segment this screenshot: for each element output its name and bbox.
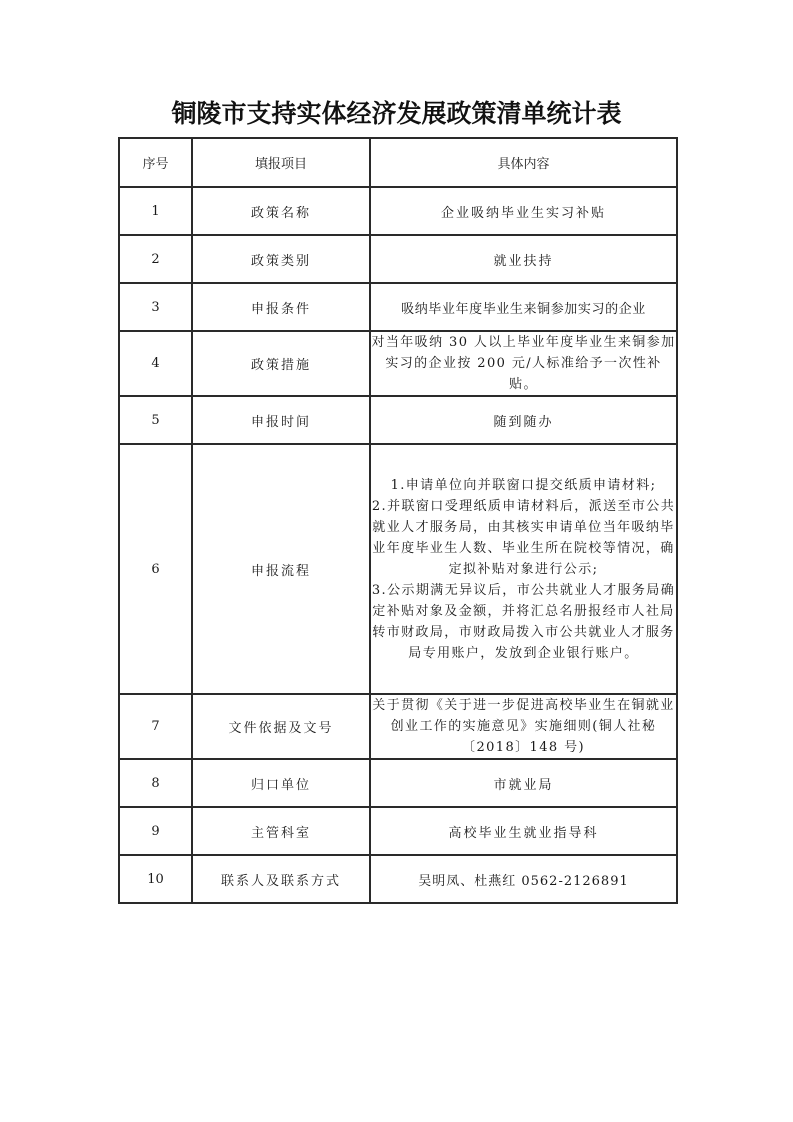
row-number: 8: [119, 759, 192, 807]
process-step-1: 1.申请单位向并联窗口提交纸质申请材料;: [390, 477, 657, 493]
row-item: 政策类别: [192, 235, 370, 283]
row-content: 随到随办: [370, 396, 677, 444]
policy-table: [118, 137, 678, 904]
table-row: [119, 331, 677, 396]
row-number: 2: [119, 235, 192, 283]
row-number: 5: [119, 396, 192, 444]
header-serial: 序号: [119, 138, 192, 187]
row-number: 4: [119, 331, 192, 396]
row-number: 9: [119, 807, 192, 855]
row-item: 归口单位: [192, 759, 370, 807]
header-item: 填报项目: [192, 138, 370, 187]
table-row: [119, 235, 677, 283]
row-content: 市就业局: [370, 759, 677, 807]
table-row: [119, 187, 677, 235]
table-row: [119, 694, 677, 759]
row-content: 对当年吸纳 30 人以上毕业年度毕业生来铜参加实习的企业按 200 元/人标准给予一次性补贴。: [370, 331, 677, 396]
table-row: [119, 807, 677, 855]
row-number: 1: [119, 187, 192, 235]
header-content: 具体内容: [370, 138, 677, 187]
row-number: 7: [119, 694, 192, 759]
table-row: [119, 855, 677, 903]
row-item: 申报时间: [192, 396, 370, 444]
table-row: [119, 283, 677, 331]
row-content: [370, 444, 677, 694]
row-item: 文件依据及文号: [192, 694, 370, 759]
row-item: 政策名称: [192, 187, 370, 235]
row-number: 10: [119, 855, 192, 903]
row-item: 申报流程: [192, 444, 370, 694]
row-content: 吸纳毕业年度毕业生来铜参加实习的企业: [370, 283, 677, 331]
row-number: 3: [119, 283, 192, 331]
row-item: 主管科室: [192, 807, 370, 855]
table-row: [119, 396, 677, 444]
row-content: 高校毕业生就业指导科: [370, 807, 677, 855]
process-step-3: 3.公示期满无异议后，市公共就业人才服务局确定补贴对象及金额，并将汇总名册报经市人社局转市财政局，市财政局拨入市公共就业人才服务局专用账户，发放到企业银行账户。: [371, 582, 676, 661]
row-number: 6: [119, 444, 192, 694]
table-row: [119, 444, 677, 694]
row-content: 就业扶持: [370, 235, 677, 283]
row-item: 政策措施: [192, 331, 370, 396]
row-content: 关于贯彻《关于进一步促进高校毕业生在铜就业创业工作的实施意见》实施细则(铜人社秘〔2018〕148 号): [370, 694, 677, 759]
row-item: 申报条件: [192, 283, 370, 331]
table-row: [119, 759, 677, 807]
process-step-2: 2.并联窗口受理纸质申请材料后，派送至市公共就业人才服务局，由其核实申请单位当年吸纳毕业年度毕业生人数、毕业生所在院校等情况，确定拟补贴对象进行公示;: [371, 498, 676, 577]
row-content: 吴明凤、杜燕红 0562-2126891: [370, 855, 677, 903]
row-content: 企业吸纳毕业生实习补贴: [370, 187, 677, 235]
document-title: 铜陵市支持实体经济发展政策清单统计表: [171, 99, 622, 128]
table-header-row: [119, 138, 677, 187]
row-item: 联系人及联系方式: [192, 855, 370, 903]
